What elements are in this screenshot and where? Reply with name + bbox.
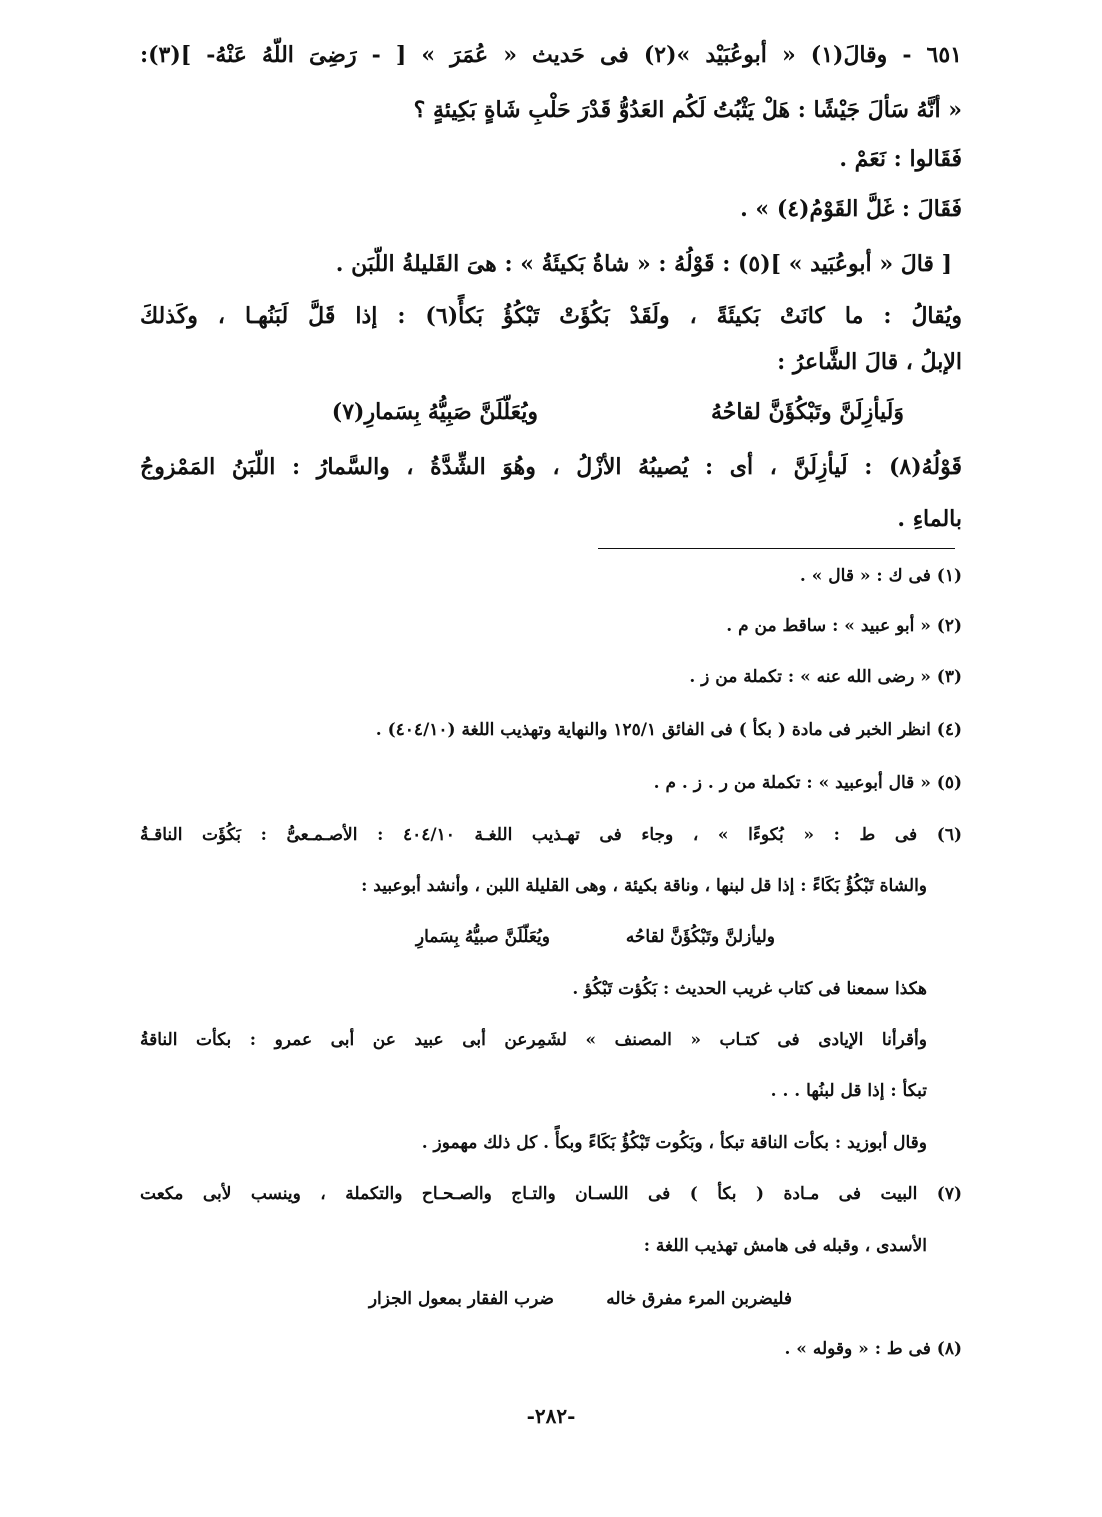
- footnote-7-line-2: الأسدى ، وقبله فى هامش تهذيب اللغة :: [643, 1236, 927, 1256]
- main-line-4: فَقَالَ : غَلَّ القَوْمُ(٤) » .: [740, 196, 962, 222]
- footnote-6-line-3: هكذا سمعنا فى كتاب غريب الحديث : بَكُؤت تَبْكُؤ .: [572, 979, 927, 999]
- main-line-1: ٦٥١ - وقالَ(١) « أبوعُبَيْد »(٢) فى حَديث « عُمَرَ » [ - رَضِىَ اللّهُ عَنْهُ- ](٣):: [140, 42, 962, 68]
- footnote-6-verse-first: وليأزلنَّ وتَبْكُؤَنَّ لقاحُه: [625, 927, 775, 947]
- footnote-8: (٨) فى ط : « وقوله » .: [784, 1339, 962, 1359]
- footnote-6-verse-second: ويُعَلّلَنَّ صبيُّهُ بِسَمارِ: [415, 927, 550, 947]
- footnote-6-line-1: (٦) فى ط : « بُكوءًا » ، وجاء فى تهـذيب اللغـة ٤٠٤/١٠ : الأصـمـعىُّ : بَكُؤَت الناقـةُ: [140, 825, 963, 845]
- footnote-5: (٥) « قال أبوعبيد » : تكملة من ر . ز . م .: [653, 773, 962, 793]
- footnote-6-line-2: والشاة تَبْكُؤُ بَكَاءً : إذا قل لبنها ، وناقة بكيئة ، وهى القليلة اللبن ، وأنشد أبوعبيد :: [361, 876, 927, 896]
- main-line-3: فَقَالوا : نَعَمْ .: [839, 146, 962, 172]
- page-number: -٢٨٢-: [526, 1404, 576, 1428]
- main-line-9: قَوْلُهُ(٨) : لَيأزِلَنَّ ، أى : يُصيبُهُ الأزْلُ ، وهُوَ الشِّدَّةُ ، والسَّمارُ : اللّبَنُ المَمْزوجُ: [140, 454, 962, 480]
- main-line-7: الإبلُ ، قالَ الشَّاعرُ :: [777, 349, 962, 375]
- footnote-6-line-5: تبكأ : إذا قل لبنُها . . .: [770, 1081, 927, 1101]
- footnote-separator: [598, 548, 955, 549]
- footnote-6-line-6: وقال أبوزيد : بكأت الناقة تبكأ ، وبَكُوت تَبْكُؤُ بَكَاءً وبكأً . كل ذلك مهموز .: [421, 1133, 927, 1153]
- main-line-10: بالماءِ .: [897, 506, 962, 532]
- footnote-7-verse-first: فليضربن المرء مفرق خاله: [606, 1289, 792, 1309]
- footnote-3: (٣) « رضى الله عنه » : تكملة من ز .: [689, 667, 962, 687]
- verse-first-hemistich: وَلَيأزِلَنَّ وتَبْكُؤَنَّ لقاحُهُ: [710, 399, 904, 425]
- footnote-6-line-4: وأقرأنا الإيادى فى كتـاب « المصنف » لشَمِرعن أبى عبيد عن أبى عمرو : بكأت الناقةُ: [140, 1030, 927, 1050]
- footnote-2: (٢) « أبو عبيد » : ساقط من م .: [726, 616, 962, 636]
- footnote-4: (٤) انظر الخبر فى مادة ( بكأ ) فى الفائق ١٢٥/١ والنهاية وتهذيب اللغة (٤٠٤/١٠) .: [375, 720, 962, 740]
- footnote-7-line-1: (٧) البيت فى مـادة ( بكأ ) فى اللسـان والتـاج والصـحـاح والتكملة ، وينسب لأبى مكعت: [140, 1184, 962, 1204]
- footnote-1: (١) فى ك : « قال » .: [799, 566, 962, 586]
- main-line-2: « أنَّهُ سَألَ جَيْشًا : هَلْ يَثْبُتُ لَكُم العَدُوُّ قَدْرَ حَلْبِ شَاةٍ بَكِيئةٍ ؟: [413, 97, 962, 123]
- verse-second-hemistich: ويُعَلّلَنَّ صَبِيُّهُ بِسَمارِ(٧): [331, 399, 538, 425]
- main-line-6: ويُقالُ : ما كانَتْ بَكيئَةً ، ولَقَدْ بَكُؤَتْ تَبْكُؤُ بَكأً(٦) : إذا قَلَّ لَبَنُهـا ، وكَذلكَ: [140, 303, 963, 329]
- main-line-5: [ قالَ « أبوعُبَيد » ](٥) : قَوْلُهُ : « شاةُ بَكيئَةُ » : هىَ القَليلةُ اللّبَن .: [335, 251, 952, 277]
- footnote-7-verse-second: ضرب الفقار بمعول الجزار: [368, 1289, 554, 1309]
